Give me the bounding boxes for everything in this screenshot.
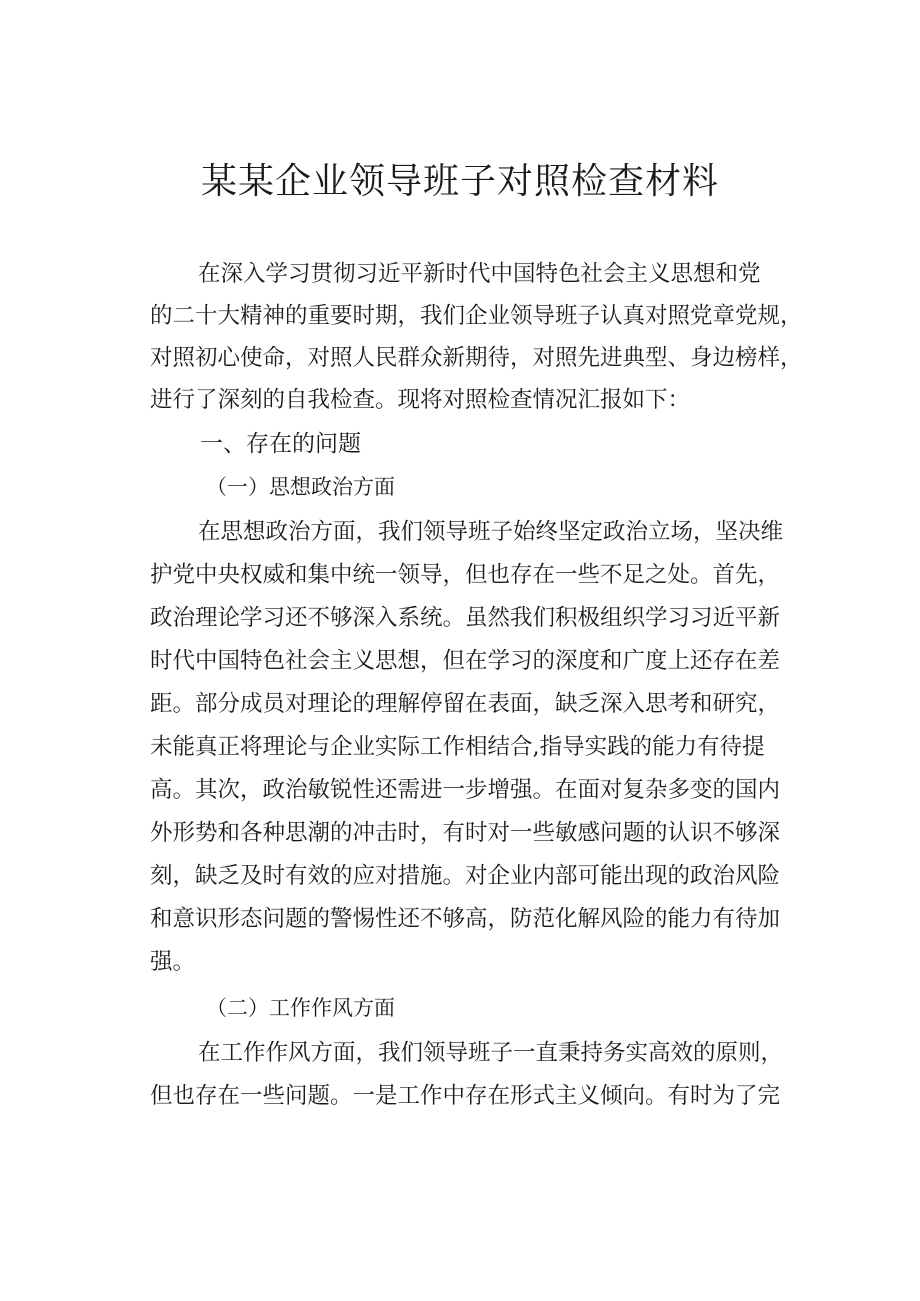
document-title: 某某企业领导班子对照检查材料 [200,161,719,202]
body-line: 强。 [150,949,196,975]
subsection-heading: （一）思想政治方面 [206,475,395,499]
body-line: 未能真正将理论与企业实际工作相结合,指导实践的能力有待提 [150,734,765,760]
section-heading: 一、存在的问题 [200,431,361,457]
body-line: 护党中央权威和集中统一领导，但也存在一些不足之处。首先， [150,562,781,588]
subsection-heading: （二）工作作风方面 [206,996,395,1020]
body-line: 外形势和各种思潮的冲击时，有时对一些敏感问题的认识不够深 [150,820,781,846]
body-line: 和意识形态问题的警惕性还不够高，防范化解风险的能力有待加 [150,906,781,932]
body-line: 但也存在一些问题。一是工作中存在形式主义倾向。有时为了完 [150,1083,781,1109]
body-line: 距。部分成员对理论的理解停留在表面，缺乏深入思考和研究， [150,691,781,717]
body-line: 高。其次，政治敏锐性还需进一步增强。在面对复杂多变的国内 [150,777,781,803]
body-line: 政治理论学习还不够深入系统。虽然我们积极组织学习习近平新 [150,605,781,631]
body-line: 时代中国特色社会主义思想，但在学习的深度和广度上还存在差 [150,648,781,674]
intro-line: 对照初心使命，对照人民群众新期待，对照先进典型、身边榜样， [150,345,803,371]
intro-line: 进行了深刻的自我检查。现将对照检查情况汇报如下： [150,387,691,413]
body-line: 在思想政治方面，我们领导班子始终坚定政治立场，坚决维 [198,519,784,545]
intro-line: 在深入学习贯彻习近平新时代中国特色社会主义思想和党 [198,261,761,287]
body-line: 在工作作风方面，我们领导班子一直秉持务实高效的原则， [198,1040,784,1066]
body-line: 刻，缺乏及时有效的应对措施。对企业内部可能出现的政治风险 [150,863,781,889]
intro-line: 的二十大精神的重要时期，我们企业领导班子认真对照党章党规， [150,303,803,329]
